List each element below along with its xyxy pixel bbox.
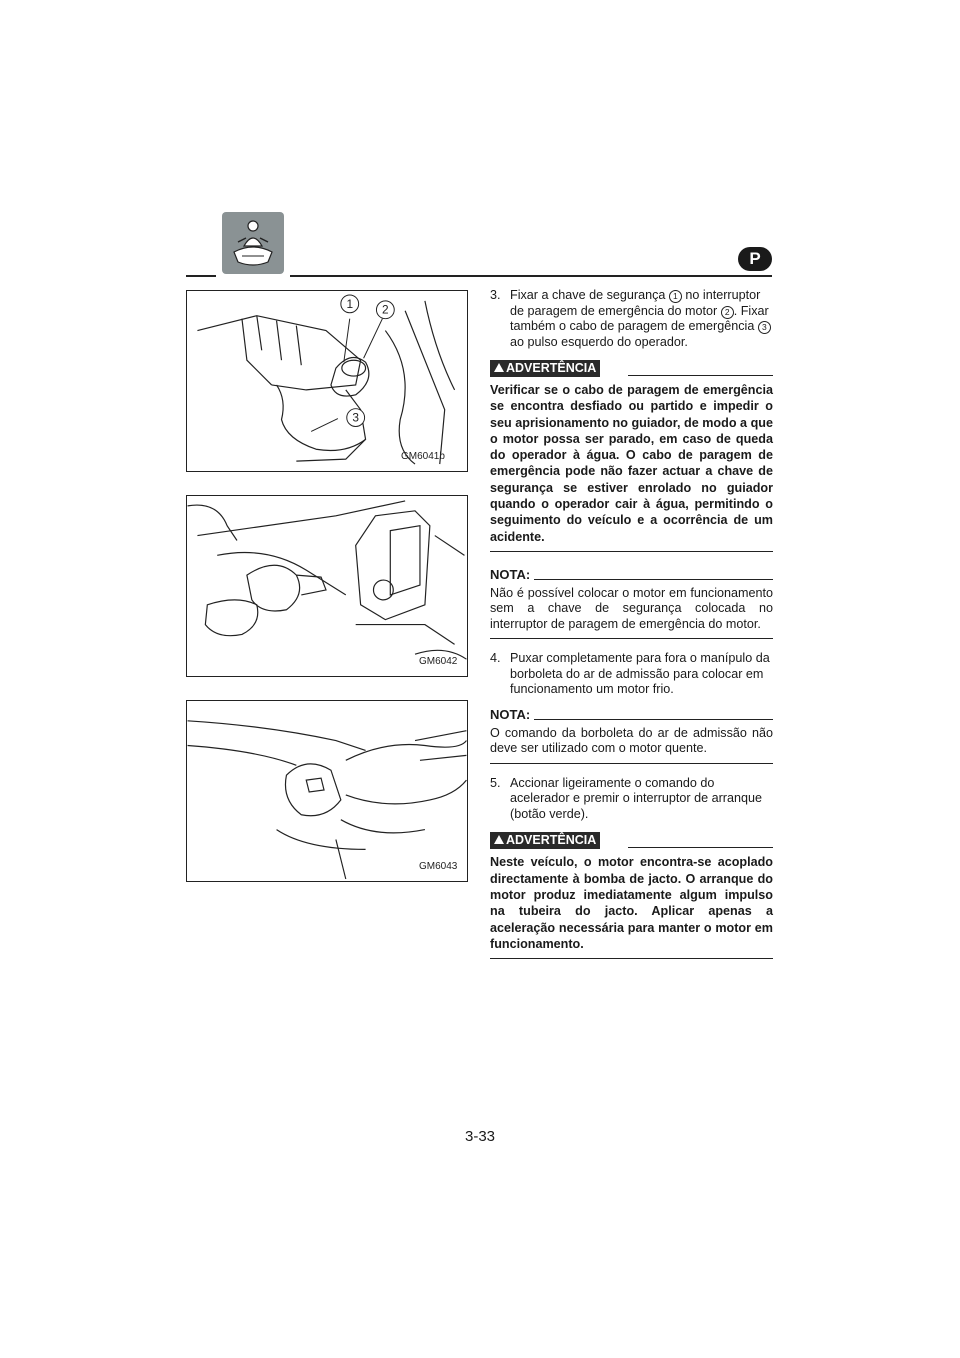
warning-text-2: Neste veículo, o motor encontra-se acoplado directamente à bomba de jacto. O arranque do motor produz imediatamente algum impulso na tubeira do jacto. Aplicar apenas a aceleração necessária para manter o motor em funcionamento. [490,855,773,951]
figure-safety-key [186,290,468,472]
watercraft-rider-icon [222,212,284,274]
instructions-column [490,288,773,959]
header-rule-left [186,275,216,277]
safety-key-illustration [187,291,467,471]
warning-header-2 [490,832,773,850]
step-4: 4. Puxar completamente para fora o manípulo da borboleta do ar de admissão para colocar em funcionamento um motor frio. [490,651,770,697]
step-3: 3. Fixar a chave de segurança 1 no interruptor de paragem de emergência do motor 2 . Fixar também o cabo de paragem de emergência 3 ao pulso esquerdo do operador. [490,288,773,350]
warning-text-1: Verificar se o cabo de paragem de emergência se encontra desfiado ou partido e impedir o seu aprisionamento no guiador, de modo a que o motor possa ser parado, em caso de queda do operador à água. O cabo de paragem de emergência pode não fazer actuar a chave de segurança se estiver enrolado no guiador quando o operador cair à água, permitindo o seguimento do veículo e a ocorrência de um acidente. [490,383,773,544]
note-text-2: O comando da borboleta do ar de admissão não deve ser utilizado com o motor quente. [490,725,773,756]
page-number: 3-33 [464,1128,496,1145]
note-text-1: Não é possível colocar o motor em funcionamento sem a chave de segurança colocada no interruptor de paragem de emergência do motor. [490,585,773,631]
figure-code: GM6042 [419,656,458,667]
callout-3: 3 [352,410,359,425]
header-rule-right [290,275,772,277]
warning-header-1 [490,360,773,378]
start-switch-illustration [187,701,467,881]
warning-triangle-icon [494,363,504,372]
warning-label: ADVERTÊNCIA [490,360,600,377]
callout-1: 1 [346,296,354,311]
note-label: NOTA: [490,566,531,582]
note-label: NOTA: [490,706,531,722]
warning-label: ADVERTÊNCIA [490,832,600,849]
step-5: 5. Accionar ligeiramente o comando do acelerador e premir o interruptor de arranque (botão verde). [490,775,763,821]
callout-2: 2 [382,302,389,317]
language-badge: P [738,247,772,271]
note-header-1 [490,566,773,584]
ref-callout-2: 2 [721,306,734,319]
figure-choke-knob [186,495,468,677]
note-header-2 [490,706,773,724]
warning-triangle-icon [494,835,504,844]
ref-callout-3: 3 [758,321,771,334]
figure-code: GM6041b [401,451,445,462]
choke-knob-illustration [187,496,467,676]
ref-callout-1: 1 [669,290,682,303]
figure-code: GM6043 [419,861,458,872]
warning-end-rule [490,958,773,959]
section-icon [222,212,284,274]
figure-start-switch [186,700,468,882]
